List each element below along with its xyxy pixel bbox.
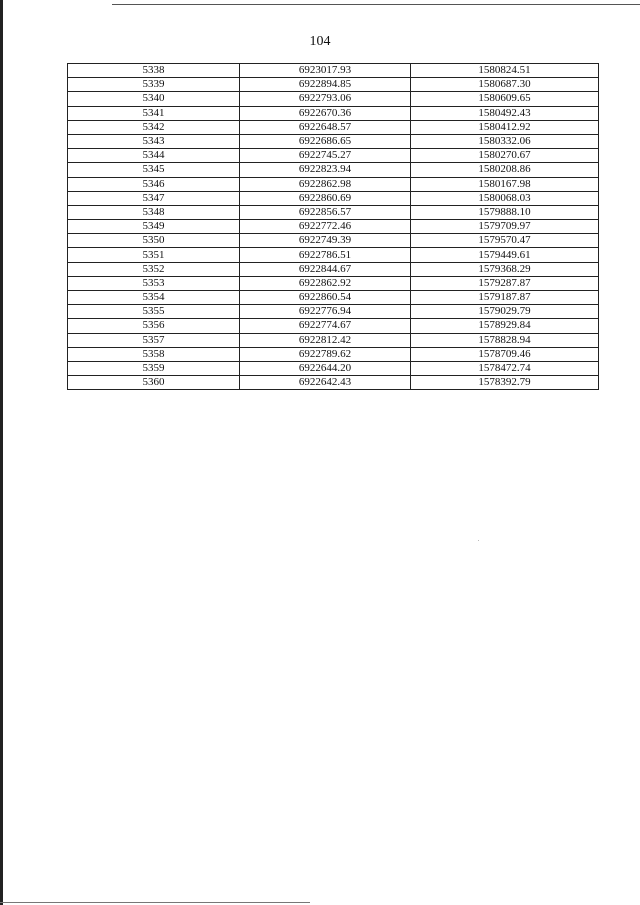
y-coordinate-cell: 1579888.10: [411, 205, 599, 219]
y-coordinate-cell: 1580167.98: [411, 177, 599, 191]
y-coordinate-cell: 1579449.61: [411, 248, 599, 262]
table-row: [68, 376, 599, 390]
x-coordinate-cell: 6922776.94: [240, 305, 411, 319]
x-coordinate-cell: 6922670.36: [240, 106, 411, 120]
table-row: [68, 205, 599, 219]
x-coordinate-cell: 6922644.20: [240, 361, 411, 375]
point-number-cell: 5360: [68, 376, 240, 390]
coordinates-table: [67, 63, 599, 390]
table-row: [68, 319, 599, 333]
point-number-cell: 5358: [68, 347, 240, 361]
coordinates-table-body: [68, 64, 599, 390]
y-coordinate-cell: 1580492.43: [411, 106, 599, 120]
y-coordinate-cell: 1579029.79: [411, 305, 599, 319]
x-coordinate-cell: 6922844.67: [240, 262, 411, 276]
y-coordinate-cell: 1580332.06: [411, 134, 599, 148]
table-row: [68, 234, 599, 248]
scan-left-edge: [0, 0, 3, 905]
y-coordinate-cell: 1580412.92: [411, 120, 599, 134]
y-coordinate-cell: 1578929.84: [411, 319, 599, 333]
table-row: [68, 134, 599, 148]
x-coordinate-cell: 6922894.85: [240, 78, 411, 92]
x-coordinate-cell: 6922823.94: [240, 163, 411, 177]
table-row: [68, 361, 599, 375]
point-number-cell: 5354: [68, 291, 240, 305]
table-row: [68, 262, 599, 276]
table-row: [68, 291, 599, 305]
x-coordinate-cell: 6923017.93: [240, 64, 411, 78]
table-row: [68, 163, 599, 177]
table-row: [68, 276, 599, 290]
x-coordinate-cell: 6922745.27: [240, 149, 411, 163]
x-coordinate-cell: 6922749.39: [240, 234, 411, 248]
table-row: [68, 78, 599, 92]
point-number-cell: 5353: [68, 276, 240, 290]
table-row: [68, 92, 599, 106]
table-row: [68, 191, 599, 205]
y-coordinate-cell: 1578472.74: [411, 361, 599, 375]
point-number-cell: 5357: [68, 333, 240, 347]
x-coordinate-cell: 6922862.92: [240, 276, 411, 290]
point-number-cell: 5338: [68, 64, 240, 78]
point-number-cell: 5350: [68, 234, 240, 248]
y-coordinate-cell: 1579570.47: [411, 234, 599, 248]
point-number-cell: 5339: [68, 78, 240, 92]
x-coordinate-cell: 6922862.98: [240, 177, 411, 191]
y-coordinate-cell: 1580824.51: [411, 64, 599, 78]
point-number-cell: 5342: [68, 120, 240, 134]
page-number: 104: [309, 34, 331, 49]
y-coordinate-cell: 1578392.79: [411, 376, 599, 390]
x-coordinate-cell: 6922860.69: [240, 191, 411, 205]
point-number-cell: 5341: [68, 106, 240, 120]
y-coordinate-cell: 1580687.30: [411, 78, 599, 92]
point-number-cell: 5349: [68, 220, 240, 234]
table-row: [68, 333, 599, 347]
point-number-cell: 5340: [68, 92, 240, 106]
x-coordinate-cell: 6922856.57: [240, 205, 411, 219]
table-row: [68, 106, 599, 120]
point-number-cell: 5344: [68, 149, 240, 163]
x-coordinate-cell: 6922793.06: [240, 92, 411, 106]
table-row: [68, 149, 599, 163]
point-number-cell: 5351: [68, 248, 240, 262]
x-coordinate-cell: 6922772.46: [240, 220, 411, 234]
table-row: [68, 347, 599, 361]
table-row: [68, 305, 599, 319]
y-coordinate-cell: 1579368.29: [411, 262, 599, 276]
point-number-cell: 5356: [68, 319, 240, 333]
point-number-cell: 5343: [68, 134, 240, 148]
scan-speck: [478, 540, 479, 541]
scan-bottom-rule: [0, 902, 310, 903]
x-coordinate-cell: 6922860.54: [240, 291, 411, 305]
point-number-cell: 5352: [68, 262, 240, 276]
table-row: [68, 64, 599, 78]
y-coordinate-cell: 1578828.94: [411, 333, 599, 347]
point-number-cell: 5347: [68, 191, 240, 205]
x-coordinate-cell: 6922642.43: [240, 376, 411, 390]
point-number-cell: 5345: [68, 163, 240, 177]
y-coordinate-cell: 1579187.87: [411, 291, 599, 305]
x-coordinate-cell: 6922789.62: [240, 347, 411, 361]
y-coordinate-cell: 1578709.46: [411, 347, 599, 361]
x-coordinate-cell: 6922774.67: [240, 319, 411, 333]
table-row: [68, 220, 599, 234]
table-row: [68, 120, 599, 134]
table-row: [68, 248, 599, 262]
y-coordinate-cell: 1579287.87: [411, 276, 599, 290]
y-coordinate-cell: 1579709.97: [411, 220, 599, 234]
y-coordinate-cell: 1580208.86: [411, 163, 599, 177]
y-coordinate-cell: 1580068.03: [411, 191, 599, 205]
scan-top-rule: [112, 4, 640, 5]
y-coordinate-cell: 1580609.65: [411, 92, 599, 106]
point-number-cell: 5359: [68, 361, 240, 375]
x-coordinate-cell: 6922686.65: [240, 134, 411, 148]
point-number-cell: 5355: [68, 305, 240, 319]
x-coordinate-cell: 6922812.42: [240, 333, 411, 347]
x-coordinate-cell: 6922786.51: [240, 248, 411, 262]
point-number-cell: 5346: [68, 177, 240, 191]
table-row: [68, 177, 599, 191]
point-number-cell: 5348: [68, 205, 240, 219]
y-coordinate-cell: 1580270.67: [411, 149, 599, 163]
x-coordinate-cell: 6922648.57: [240, 120, 411, 134]
